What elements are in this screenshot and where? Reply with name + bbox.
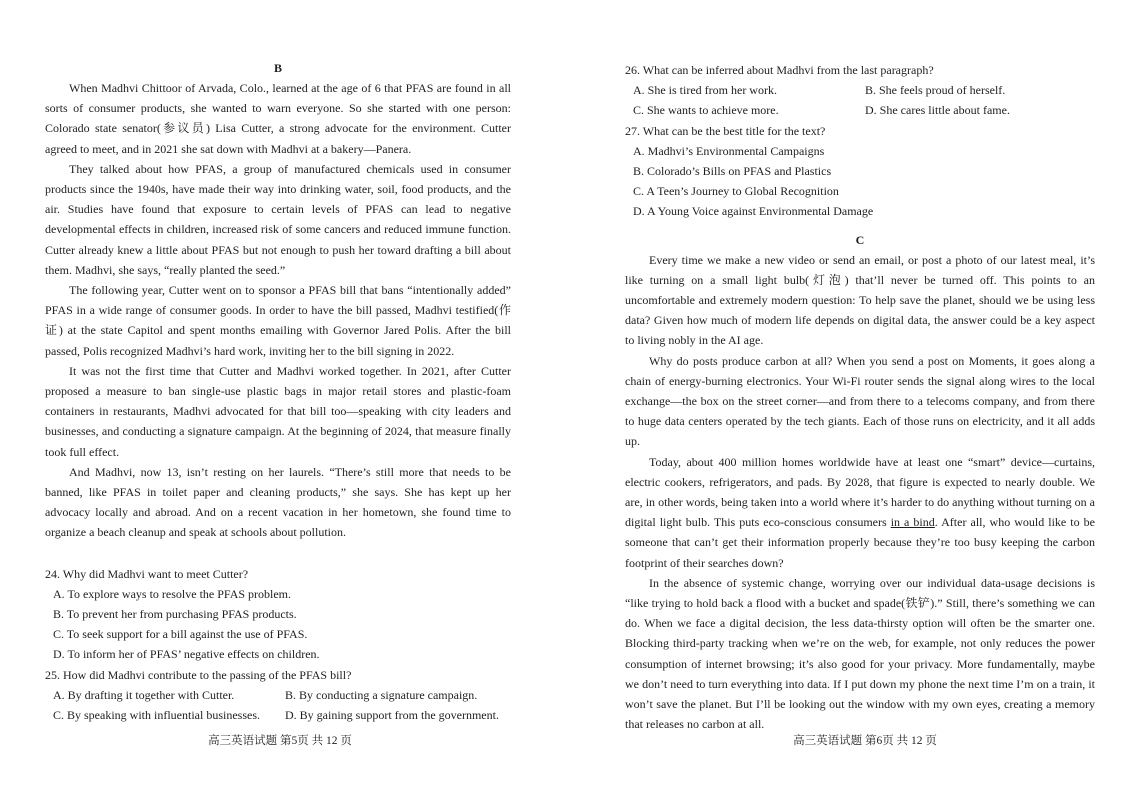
passage-c-paragraph-4: In the absence of systemic change, worrying over our individual data-usage decisions is “like trying to hold back a flood with a bucket and spade(铁铲).” Still, there’s something we can do. When we face a digital decision, the less data-thirsty option will often be the smarter one. Blocking third-party tracking when we’re on the web, for example, not only reduces the power consumption of internet browsing; it’s also good for your privacy. More fundamentally, maybe we don’t need to turn everything into data. If I put down my phone the next time I’m on a train, it won’t save the planet. But I’ll be looking out the window with my own eyes, creating a memory that releases no carbon at all. (625, 575, 1095, 732)
spacer (625, 222, 1095, 230)
question-25-option-d: D. By gaining support from the government. (285, 708, 499, 723)
question-24-option-b: B. To prevent her from purchasing PFAS products. (53, 607, 297, 622)
question-26-options-row-2 (625, 100, 1095, 120)
section-heading-c: C (855, 232, 865, 247)
section-heading-b: B (273, 61, 282, 75)
page-footer-6: 高三英语试题 第6页 共 12 页 (793, 734, 937, 747)
question-27-stem: 27. What can be the best title for the text? (625, 123, 826, 138)
question-26-stem: 26. What can be inferred about Madhvi from the last paragraph? (625, 63, 934, 77)
question-26-option-a: A. She is tired from her work. (633, 83, 777, 98)
page-footer-5: 高三英语试题 第5页 共 12 页 (208, 734, 352, 747)
question-24-option-c: C. To seek support for a bill against the use of PFAS. (53, 627, 308, 642)
question-24-option-a: A. To explore ways to resolve the PFAS problem. (53, 586, 292, 601)
passage-b-paragraph-4: It was not the first time that Cutter and Madhvi worked together. In 2021, after Cutter proposed a measure to ban single-use plastic bags in major retail stores and plastic-foam containers in restaurants, Madhvi advocated for that bill too—speaking with city leaders and businesses, and conducting a signature campaign. At the beginning of 2024, that measure finally took full effect. (45, 363, 511, 459)
question-25-option-b: B. By conducting a signature campaign. (285, 687, 478, 702)
question-27-option-d: D. A Young Voice against Environmental Damage (633, 204, 874, 219)
right-column (625, 60, 1095, 735)
passage-b-paragraph-1: When Madhvi Chittoor of Arvada, Colo., learned at the age of 6 that PFAS are found in all sorts of consumer products, she wanted to warn everyone. So she started with one person: Colorado state senator(参议员) Lisa Cutter, a strong advocate for the environment. Cutter agreed to meet, and in 2021 she sat down with Madhvi at a bakery—Panera. (45, 81, 511, 156)
right-page (560, 0, 1120, 793)
question-25-option-a: A. By drafting it together with Cutter. (53, 687, 235, 702)
question-25-stem: 25. How did Madhvi contribute to the passing of the PFAS bill? (45, 667, 352, 682)
left-column (45, 58, 511, 725)
question-27-option-b: B. Colorado’s Bills on PFAS and Plastics (633, 164, 832, 179)
question-25-option-c: C. By speaking with influential businesses. (53, 708, 260, 723)
question-27-option-c: C. A Teen’s Journey to Global Recognition (633, 184, 839, 199)
paragraph-3-text-end: . After all, who would like to be someone that can’t get their information properly because they’re too busy keeping the carbon footprint of their searches down? (625, 515, 1095, 570)
passage-b-paragraph-3: The following year, Cutter went on to sponsor a PFAS bill that bans “intentionally added” PFAS in a wide range of consumer goods. In order to have the bill passed, Madhvi testified(作证) at the state Capitol and spent months emailing with Governor Jared Polis. After the bill passed, Polis recognized Madhvi’s hard work, inviting her to the bill signing in 2022. (45, 283, 511, 358)
question-25-options-row-1 (45, 685, 511, 705)
question-26-option-b: B. She feels proud of herself. (865, 83, 1006, 98)
question-26-option-c: C. She wants to achieve more. (633, 103, 779, 118)
passage-c-paragraph-3 (625, 452, 1095, 573)
question-26-options-row-1 (625, 80, 1095, 100)
passage-c-paragraph-2: Why do posts produce carbon at all? When you send a post on Moments, it goes along a chain of energy-burning electronics. Your Wi-Fi router sends the signal along wires to the local exchange—the box on the street corner—and from there to a telecoms company, and from there to huge data centers operated by the tech giants. Each of those runs on electricity, and it all adds up. (625, 353, 1095, 449)
paragraph-3-text-start: Today, about 400 million homes worldwide have at least one “smart” device—curtains, electric cookers, refrigerators, and pads. By 2028, that figure is expected to nearly double. We are, in other words, being taken into a world where it’s harder to do anything without turning on a digital light bulb. This puts eco-conscious consumers (625, 454, 1095, 530)
question-25-options-row-2 (45, 705, 511, 725)
question-24-stem: 24. Why did Madhvi want to meet Cutter? (45, 566, 249, 581)
question-24-option-d: D. To inform her of PFAS’ negative effects on children. (53, 647, 320, 662)
passage-b-paragraph-2: They talked about how PFAS, a group of manufactured chemicals used in consumer products since the 1940s, have made their way into drinking water, soil, food products, and the air. Studies have found that exposure to certain levels of PFAS can lead to negative developmental effects in children, increased risk of some cancers and reduced immune function. Cutter already knew a little about PFAS but not enough to push her toward drafting a bill about them. Madhvi, she says, “really planted the seed.” (45, 161, 511, 277)
left-page (0, 0, 560, 793)
spacer (45, 543, 511, 564)
underlined-phrase: in a bind (890, 515, 935, 530)
passage-b-paragraph-5: And Madhvi, now 13, isn’t resting on her laurels. “There’s still more that needs to be banned, like PFAS in toilet paper and cleaning products,” she says. She has kept up her advocacy locally and abroad. And on a recent vacation in her hometown, she found time to organize a beach cleanup and speak at schools about pollution. (45, 464, 511, 540)
question-26-option-d: D. She cares little about fame. (865, 103, 1010, 118)
question-27-option-a: A. Madhvi’s Environmental Campaigns (633, 143, 825, 158)
passage-c-paragraph-1: Every time we make a new video or send an email, or post a photo of our latest meal, it’s like turning on a small light bulb(灯泡) that’ll never be turned off. This points to an uncomfortable and extremely modern question: To help save the planet, should we be using less data? Given how much of modern life depends on digital data, the answer could be a key aspect to living nobly in the AI age. (625, 252, 1095, 348)
